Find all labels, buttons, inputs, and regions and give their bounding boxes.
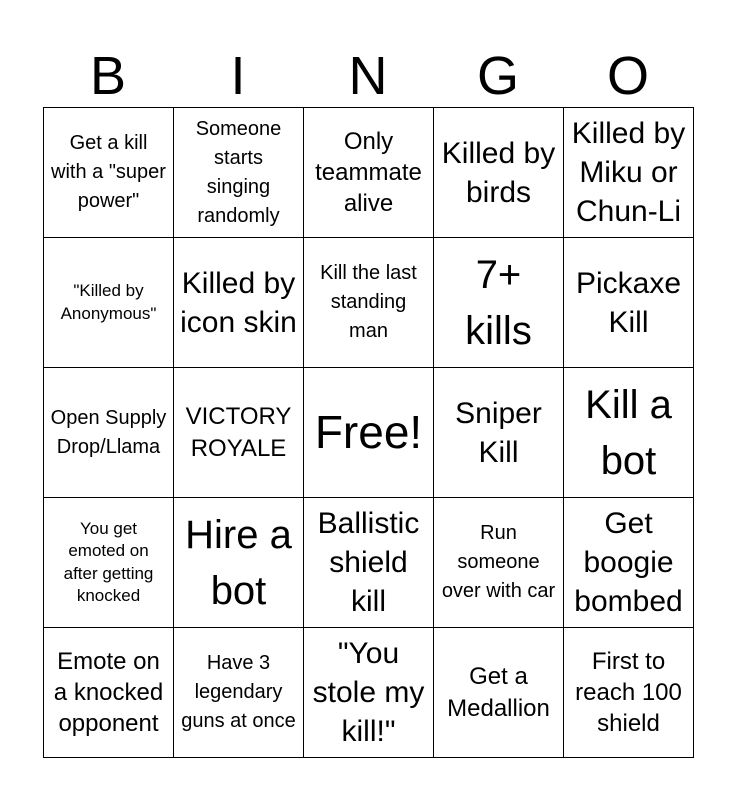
bingo-cell[interactable]: Kill a bot xyxy=(564,368,694,498)
header-letter-i: I xyxy=(230,46,246,106)
bingo-cell[interactable]: 7+ kills xyxy=(434,238,564,368)
bingo-cell[interactable]: You get emoted on after getting knocked xyxy=(44,498,174,628)
bingo-cell[interactable]: Have 3 legendary guns at once xyxy=(174,628,304,758)
bingo-cell[interactable]: Get a kill with a "super power" xyxy=(44,108,174,238)
bingo-cell[interactable]: Run someone over with car xyxy=(434,498,564,628)
bingo-cell[interactable]: Pickaxe Kill xyxy=(564,238,694,368)
bingo-board xyxy=(43,107,694,758)
bingo-cell[interactable]: Killed by Miku or Chun-Li xyxy=(564,108,694,238)
bingo-cell[interactable]: Sniper Kill xyxy=(434,368,564,498)
header-letter-b: B xyxy=(89,46,127,106)
bingo-cell[interactable]: Get a Medallion xyxy=(434,628,564,758)
bingo-cell[interactable]: Kill the last standing man xyxy=(304,238,434,368)
bingo-cell[interactable]: Get boogie bombed xyxy=(564,498,694,628)
bingo-cell[interactable]: Ballistic shield kill xyxy=(304,498,434,628)
header-letter-o: O xyxy=(606,46,649,106)
bingo-cell[interactable]: Someone starts singing randomly xyxy=(174,108,304,238)
header-letter-g: G xyxy=(476,46,519,106)
bingo-cell[interactable]: First to reach 100 shield xyxy=(564,628,694,758)
bingo-cell[interactable]: Free! xyxy=(304,368,434,498)
bingo-cell[interactable]: Hire a bot xyxy=(174,498,304,628)
bingo-cell[interactable]: "Killed by Anonymous" xyxy=(44,238,174,368)
bingo-cell[interactable]: Emote on a knocked opponent xyxy=(44,628,174,758)
bingo-cell[interactable]: Open Supply Drop/Llama xyxy=(44,368,174,498)
bingo-cell[interactable]: Killed by birds xyxy=(434,108,564,238)
header-letter-n: N xyxy=(348,46,388,106)
bingo-cell[interactable]: "You stole my kill!" xyxy=(304,628,434,758)
bingo-cell[interactable]: Killed by icon skin xyxy=(174,238,304,368)
bingo-header xyxy=(43,44,693,108)
bingo-cell[interactable]: VICTORY ROYALE xyxy=(174,368,304,498)
bingo-cell[interactable]: Only teammate alive xyxy=(304,108,434,238)
